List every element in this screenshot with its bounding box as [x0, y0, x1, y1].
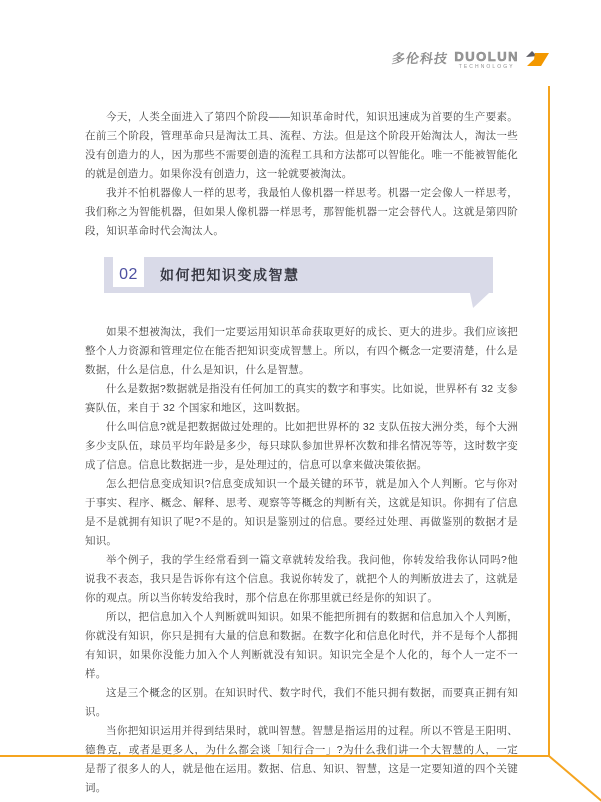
body-paragraph: 所以，把信息加入个人判断就叫知识。如果不能把所拥有的数据和信息加入个人判断，你就没有知识，你只是拥有大量的信息和数据。在数字化和信息化时代，并不是每个人都拥有知识，如果你没能力加入个人判断就没有知识。知识完全是个人化的，每个人一定不一样。 [85, 611, 518, 680]
body-paragraph: 今天，人类全面进入了第四个阶段——知识革命时代，知识迅速成为首要的生产要素。在前三个阶段，管理革命只是淘汰工具、流程、方法。但是这个阶段开始淘汰人，淘汰一些没有创造力的人，因为那些不需要创造的流程工具和方法都可以智能化。唯一不能被智能化的就是创造力。如果你没有创造力，这一轮就要被淘汰。 [85, 111, 518, 180]
body-paragraph: 怎么把信息变成知识?信息变成知识一个最关键的环节，就是加入个人判断。它与你对于事实、程序、概念、解释、思考、观察等等概念的判断有关，这就是知识。你拥有了信息是不是就拥有知识了呢?不是的。知识是鉴别过的信息。要经过处理、再做鉴别的数据才是知识。 [85, 478, 518, 547]
brand-logo [392, 51, 549, 70]
body-paragraph: 当你把知识运用并得到结果时，就叫智慧。智慧是指运用的过程。所以不管是王阳明、德鲁克，或者是更多人，为什么都会谈「知行合一」?为什么我们讲一个大智慧的人，一定是帮了很多人的人，就是他在运用。数据、信息、知识、智慧，这是一定要知道的四个关键词。 [85, 725, 518, 794]
section-number-box [113, 250, 144, 287]
body-paragraph: 什么是数据?数据就是指没有任何加工的真实的数字和事实。比如说，世界杯有 32 支参赛队伍，来自于 32 个国家和地区，这叫数据。 [85, 383, 518, 414]
section-number: 02 [119, 266, 138, 283]
paragraph-group-intro [85, 108, 518, 241]
body-paragraph: 举个例子，我的学生经常看到一篇文章就转发给我。我问他，你转发给我你认同吗?他说我不表态，我只是告诉你有这个信息。我说你转发了，就把个人的判断放进去了，这就是你的观点。所以当你转发给我时，那个信息在你那里就已经是你的知识了。 [85, 554, 518, 604]
body-paragraph: 这是三个概念的区别。在知识时代、数字时代，我们不能只拥有数据，而要真正拥有知识。 [85, 687, 518, 718]
right-vertical-rule [548, 86, 550, 756]
body-paragraph: 什么叫信息?就是把数据做过处理的。比如把世界杯的 32 支队伍按大洲分类，每个大洲多少支队伍，球员平均年龄是多少，每只球队参加世界杯次数和排名情况等等，这时数字变成了信息。信息比数据进一步，是处理过的，信息可以拿来做决策依据。 [85, 421, 518, 471]
section-banner [104, 257, 493, 293]
corner-diagonal-rule [548, 755, 601, 802]
document-body [85, 108, 518, 798]
brand-name-english: DUOLUN [454, 49, 519, 64]
section-banner-tail [470, 293, 489, 308]
brand-subtitle: TECHNOLOGY [458, 64, 515, 70]
brand-arrow-icon [525, 51, 549, 66]
body-paragraph: 我并不怕机器像人一样的思考，我最怕人像机器一样思考。机器一定会像人一样思考，我们称之为智能机器，但如果人像机器一样思考，那智能机器一定会替代人。这就是第四阶段，知识革命时代会淘汰人。 [85, 187, 518, 237]
body-paragraph: 如果不想被淘汰，我们一定要运用知识革命获取更好的成长、更大的进步。我们应该把整个人力资源和管理定位在能否把知识变成智慧上。所以，有四个概念一定要清楚，什么是数据，什么是信息，什么是知识，什么是智慧。 [85, 326, 518, 376]
section-title: 如何把知识变成智慧 [160, 267, 300, 283]
brand-name-english-block [454, 51, 519, 70]
paragraph-group-main [85, 323, 518, 798]
brand-name-chinese: 多伦科技 [391, 51, 450, 66]
